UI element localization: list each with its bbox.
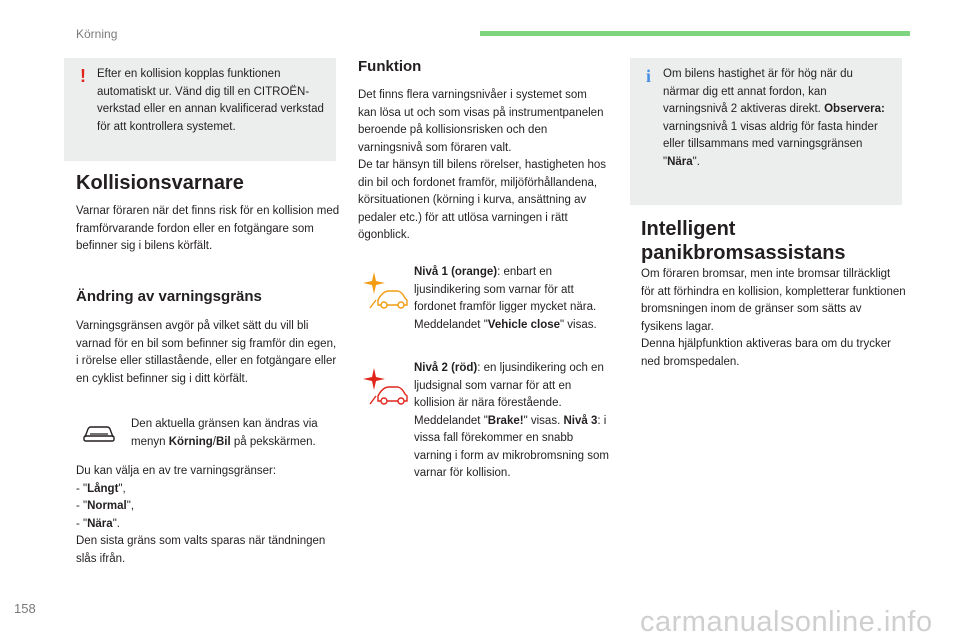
- menu-separator: /: [212, 435, 216, 448]
- level2-label: Nivå 2 (röd): [414, 362, 478, 374]
- observe-label: Observera:: [824, 103, 885, 115]
- warning-text: Efter en kollision kopplas funktionen automatiskt ur. Vänd dig till en CITROËN-verkstad eller en annan kvalificerad verkstad för att kontrollera systemet.: [97, 68, 324, 133]
- level2-text: Nivå 2 (röd): en ljusindikering och en ljudsignal som varnar för att en kollision är nära förestående. Meddelandet "Brake!" visas. Nivå 3: i vissa fall förekommer en snabb varning i form av mikrobromsning som varnar för kollision.: [414, 362, 609, 479]
- heading-panic-brake: Intelligent panikbromsassistans: [641, 218, 846, 264]
- brake-message: Brake!: [487, 414, 524, 427]
- level2-warning-icon: [360, 366, 410, 406]
- level1-label: Nivå 1 (orange): [414, 266, 498, 278]
- saved-text: Den sista gräns som valts sparas när tändningen slås ifrån.: [76, 535, 326, 565]
- watermark: carmanualsonline.info: [640, 606, 933, 638]
- info-icon: i: [646, 66, 652, 86]
- heading-function: Funktion: [358, 58, 422, 75]
- panic-brake-text: [641, 266, 906, 371]
- vehicle-close-message: Vehicle close: [487, 318, 561, 331]
- menu-driving: Körning: [168, 435, 213, 448]
- section-color-bar: [480, 31, 910, 36]
- option-far: - "Långt",: [76, 482, 126, 495]
- heading-threshold: Ändring av varningsgräns: [76, 288, 262, 305]
- threshold-options: [76, 463, 341, 568]
- function-para-1: Det finns flera varningsnivåer i systemet som kan lösa ut och som visas på instrumentpanelen beroende på kollisionsrisken och den varningsnivå som föraren valt.: [358, 89, 604, 154]
- info-text: Om bilens hastighet är för hög när du närmar dig ett annat fordon, kan varningsnivå 2 aktiveras direkt. Observera: varningsnivå 1 visas aldrig för fasta hinder eller tillsammans med varningsgränsen "Nära".: [663, 68, 885, 168]
- info-note: [630, 58, 902, 205]
- function-para-2: De tar hänsyn till bilens rörelser, hastigheten hos din bil och fordonet framför, miljöförhållandena, körsituationen (körning i kurva, ansättning av pedaler etc.) för att utlösa varningen i rätt ögonblick.: [358, 159, 607, 241]
- options-intro: Du kan välja en av tre varningsgränser:: [76, 465, 277, 477]
- function-text: [358, 87, 608, 245]
- level3-label: Nivå 3: [563, 414, 598, 427]
- warning-note: [64, 58, 336, 161]
- heading-collision-warning: Kollisionsvarnare: [76, 172, 244, 194]
- page-number: 158: [14, 601, 36, 616]
- warning-icon: !: [80, 66, 86, 86]
- menu-text-a: Den aktuella gränsen kan ändras via menyn: [131, 418, 318, 448]
- threshold-text: Varningsgränsen avgör på vilket sätt du vill bli varnad för en bil som befinner sig framför din egen, i rörelse eller stillastående, eller en fotgängare eller en cyklist befinner sig i ditt körfält.: [76, 320, 337, 385]
- level1-text: Nivå 1 (orange): enbart en ljusindikering som varnar för att fordonet framför ligger mycket nära. Meddelandet "Vehicle close" visas.: [414, 266, 597, 331]
- panic-brake-para-2: Denna hjälpfunktion aktiveras bara om du trycker ned bromspedalen.: [641, 338, 891, 368]
- option-near: - "Nära".: [76, 517, 120, 530]
- menu-car: Bil: [216, 435, 231, 448]
- option-normal: - "Normal",: [76, 500, 135, 512]
- section-label: Körning: [76, 27, 118, 41]
- panic-brake-para-1: Om föraren bromsar, men inte bromsar tillräckligt för att förhindra en kollision, kompletterar funktionen bromsningen inom de gränser som sätts av fysikens lagar.: [641, 268, 906, 333]
- menu-instruction: [131, 416, 336, 451]
- level1-warning-icon: [360, 270, 410, 310]
- car-settings-icon: [82, 424, 116, 444]
- menu-text-b: på pekskärmen.: [230, 435, 316, 448]
- intro-text: Varnar föraren när det finns risk för en kollision med framförvarande fordon eller en fotgängare som befinner sig i bilens körfält.: [76, 205, 340, 252]
